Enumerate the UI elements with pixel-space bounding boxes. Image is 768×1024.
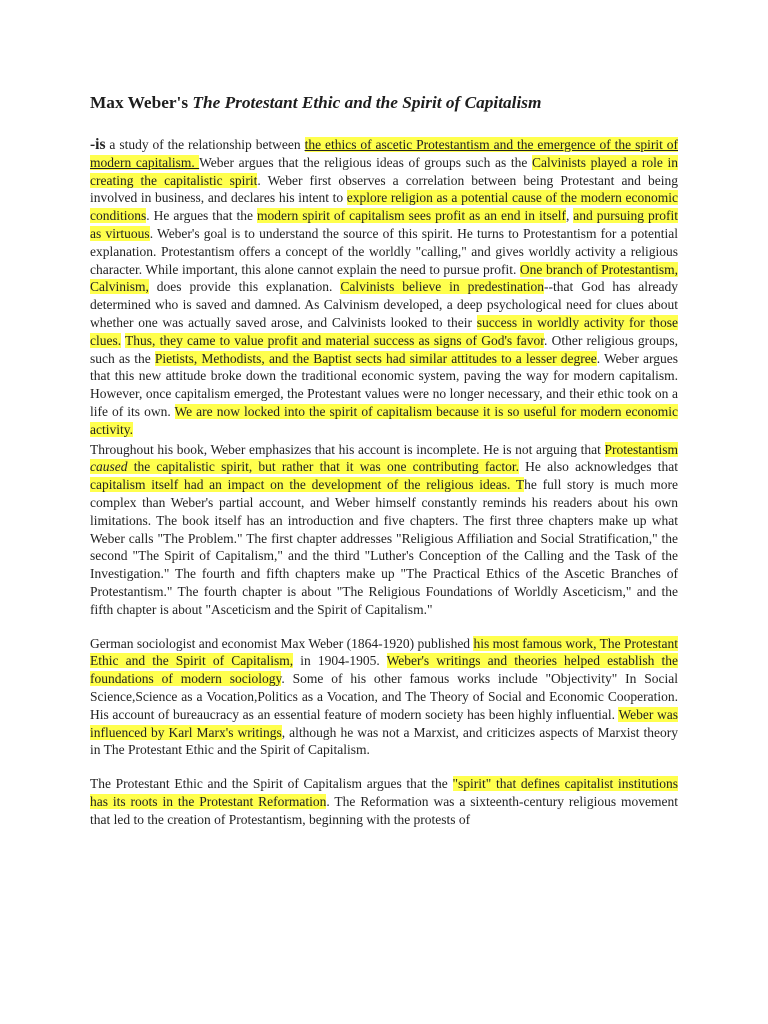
text-run: . Other religious groups, such as the [90, 332, 678, 366]
highlighted-text: explore religion as a potential cause of the modern economic conditions [90, 190, 678, 224]
highlighted-text: his most famous work, The Protestant Ethic and the Spirit of Capitalism, [90, 635, 679, 669]
highlighted-text: We are now locked into the spirit of capitalism because it is so useful for modern economic activity. [90, 403, 678, 437]
text-run: German sociologist and economist Max Weber (1864-1920) published [90, 635, 474, 651]
highlighted-text: Weber was influenced by Karl Marx's writings [90, 706, 679, 740]
highlighted-text: success in worldly activity for those clues. [90, 314, 678, 348]
text-run: does provide this explanation. [148, 279, 341, 295]
paragraph [90, 775, 678, 828]
text-run: in 1904-1905. [293, 653, 387, 669]
highlighted-text: the capitalistic spirit, but rather that it was one contributing factor. [127, 459, 519, 475]
highlighted-text: caused [90, 459, 128, 475]
highlighted-text: Weber's writings and theories helped establish the foundations of modern sociology [90, 653, 678, 687]
highlighted-text: Calvinists believe in predestination [340, 279, 545, 295]
highlighted-text: the ethics of ascetic Protestantism and the emergence of the spirit of modern capitalism. [90, 137, 678, 170]
text-run: He also acknowledges that [518, 459, 678, 475]
text-run: . Weber argues that this new attitude broke down the traditional economic system, paving the way for modern capitalism. However, once capitalism emerged, the Protestant values were no longer necessary, and their ethic took on a life of its own. [90, 350, 679, 419]
document-title [90, 92, 678, 114]
text-run: , although he was not a Marxist, and criticizes aspects of Marxist theory in The Protestant Ethic and the Spirit of Capitalism. [90, 724, 679, 758]
title-book-name: The Protestant Ethic and the Spirit of Capitalism [192, 93, 542, 112]
highlighted-text: Thus, they came to value profit and material success as signs of God's favor [125, 332, 545, 348]
text-run: , [565, 208, 574, 224]
title-prefix: Max Weber's [90, 93, 193, 112]
text-run: . Weber first observes a correlation between being Protestant and being involved in business, and declares his intent to [90, 172, 678, 206]
text-run: he full story is much more complex than Weber's partial account, and Weber himself constantly reminds his readers about his own limitations. The book itself has an introduction and five chapters. The first three chapters make up what Weber calls "The Problem." The first chapter addresses "Religious Affiliation and Social Stratification," the second "The Spirit of Capitalism," and the third "Luther's Conception of the Calling and the Task of the Investigation." The fourth and fifth chapters make up "The Practical Ethics of the Ascetic Branches of Protestantism." The fourth chapter is about "The Religious Foundations of Worldly Asceticism," and the fifth chapter is about "Asceticism and the Spirit of Capitalism." [90, 477, 678, 617]
highlighted-text: "spirit" that defines capitalist institutions has its roots in the Protestant Reformation [90, 776, 678, 809]
paragraph [90, 136, 678, 439]
lead-word: -is [90, 136, 106, 153]
highlighted-text: Calvinists played a role in creating the capitalistic spirit [90, 154, 678, 188]
highlighted-text: modern spirit of capitalism sees profit as an end in itself [256, 208, 566, 224]
highlighted-text: capitalism itself had an impact on the development of the religious ideas. T [90, 477, 525, 493]
highlighted-text: Protestantism [604, 441, 678, 457]
paragraph [90, 635, 678, 760]
text-run: --that God has already determined who is saved and damned. As Calvinism developed, a deep psychological need for clues about whether one was actually saved arose, and Calvinists looked to their [90, 279, 679, 330]
highlighted-text: One branch of Protestantism, Calvinism, [90, 261, 678, 295]
document-body [90, 136, 678, 828]
text-run: The Protestant Ethic and the Spirit of Capitalism argues that the [90, 776, 453, 792]
text-run: . The Reformation was a sixteenth-century religious movement that led to the creation of Protestantism, beginning with the protests of [90, 793, 678, 827]
text-run: Throughout his book, Weber emphasizes that his account is incomplete. He is not arguing that [90, 441, 605, 457]
highlighted-text: Pietists, Methodists, and the Baptist sects had similar attitudes to a lesser degree [154, 350, 597, 366]
text-run: . Some of his other famous works include "Objectivity" In Social Science,Science as a Vocation,Politics as a Vocation, and The Theory of Social and Economic Cooperation. His account of bureaucracy as an essential feature of modern society has been highly influential. [90, 671, 678, 722]
paragraph [90, 441, 678, 619]
text-run: . Weber's goal is to understand the source of this spirit. He turns to Protestantism for a potential explanation. Protestantism offers a concept of the worldly "calling," and gives worldly activity a religious character. While important, this alone cannot explain the need to pursue profit. [90, 225, 678, 277]
text-run: . He argues that the [146, 208, 257, 224]
text-run: Weber argues that the religious ideas of groups such as the [199, 154, 533, 170]
text-run: a study of the relationship between [105, 137, 305, 152]
highlighted-text: and pursuing profit as virtuous [90, 208, 678, 241]
